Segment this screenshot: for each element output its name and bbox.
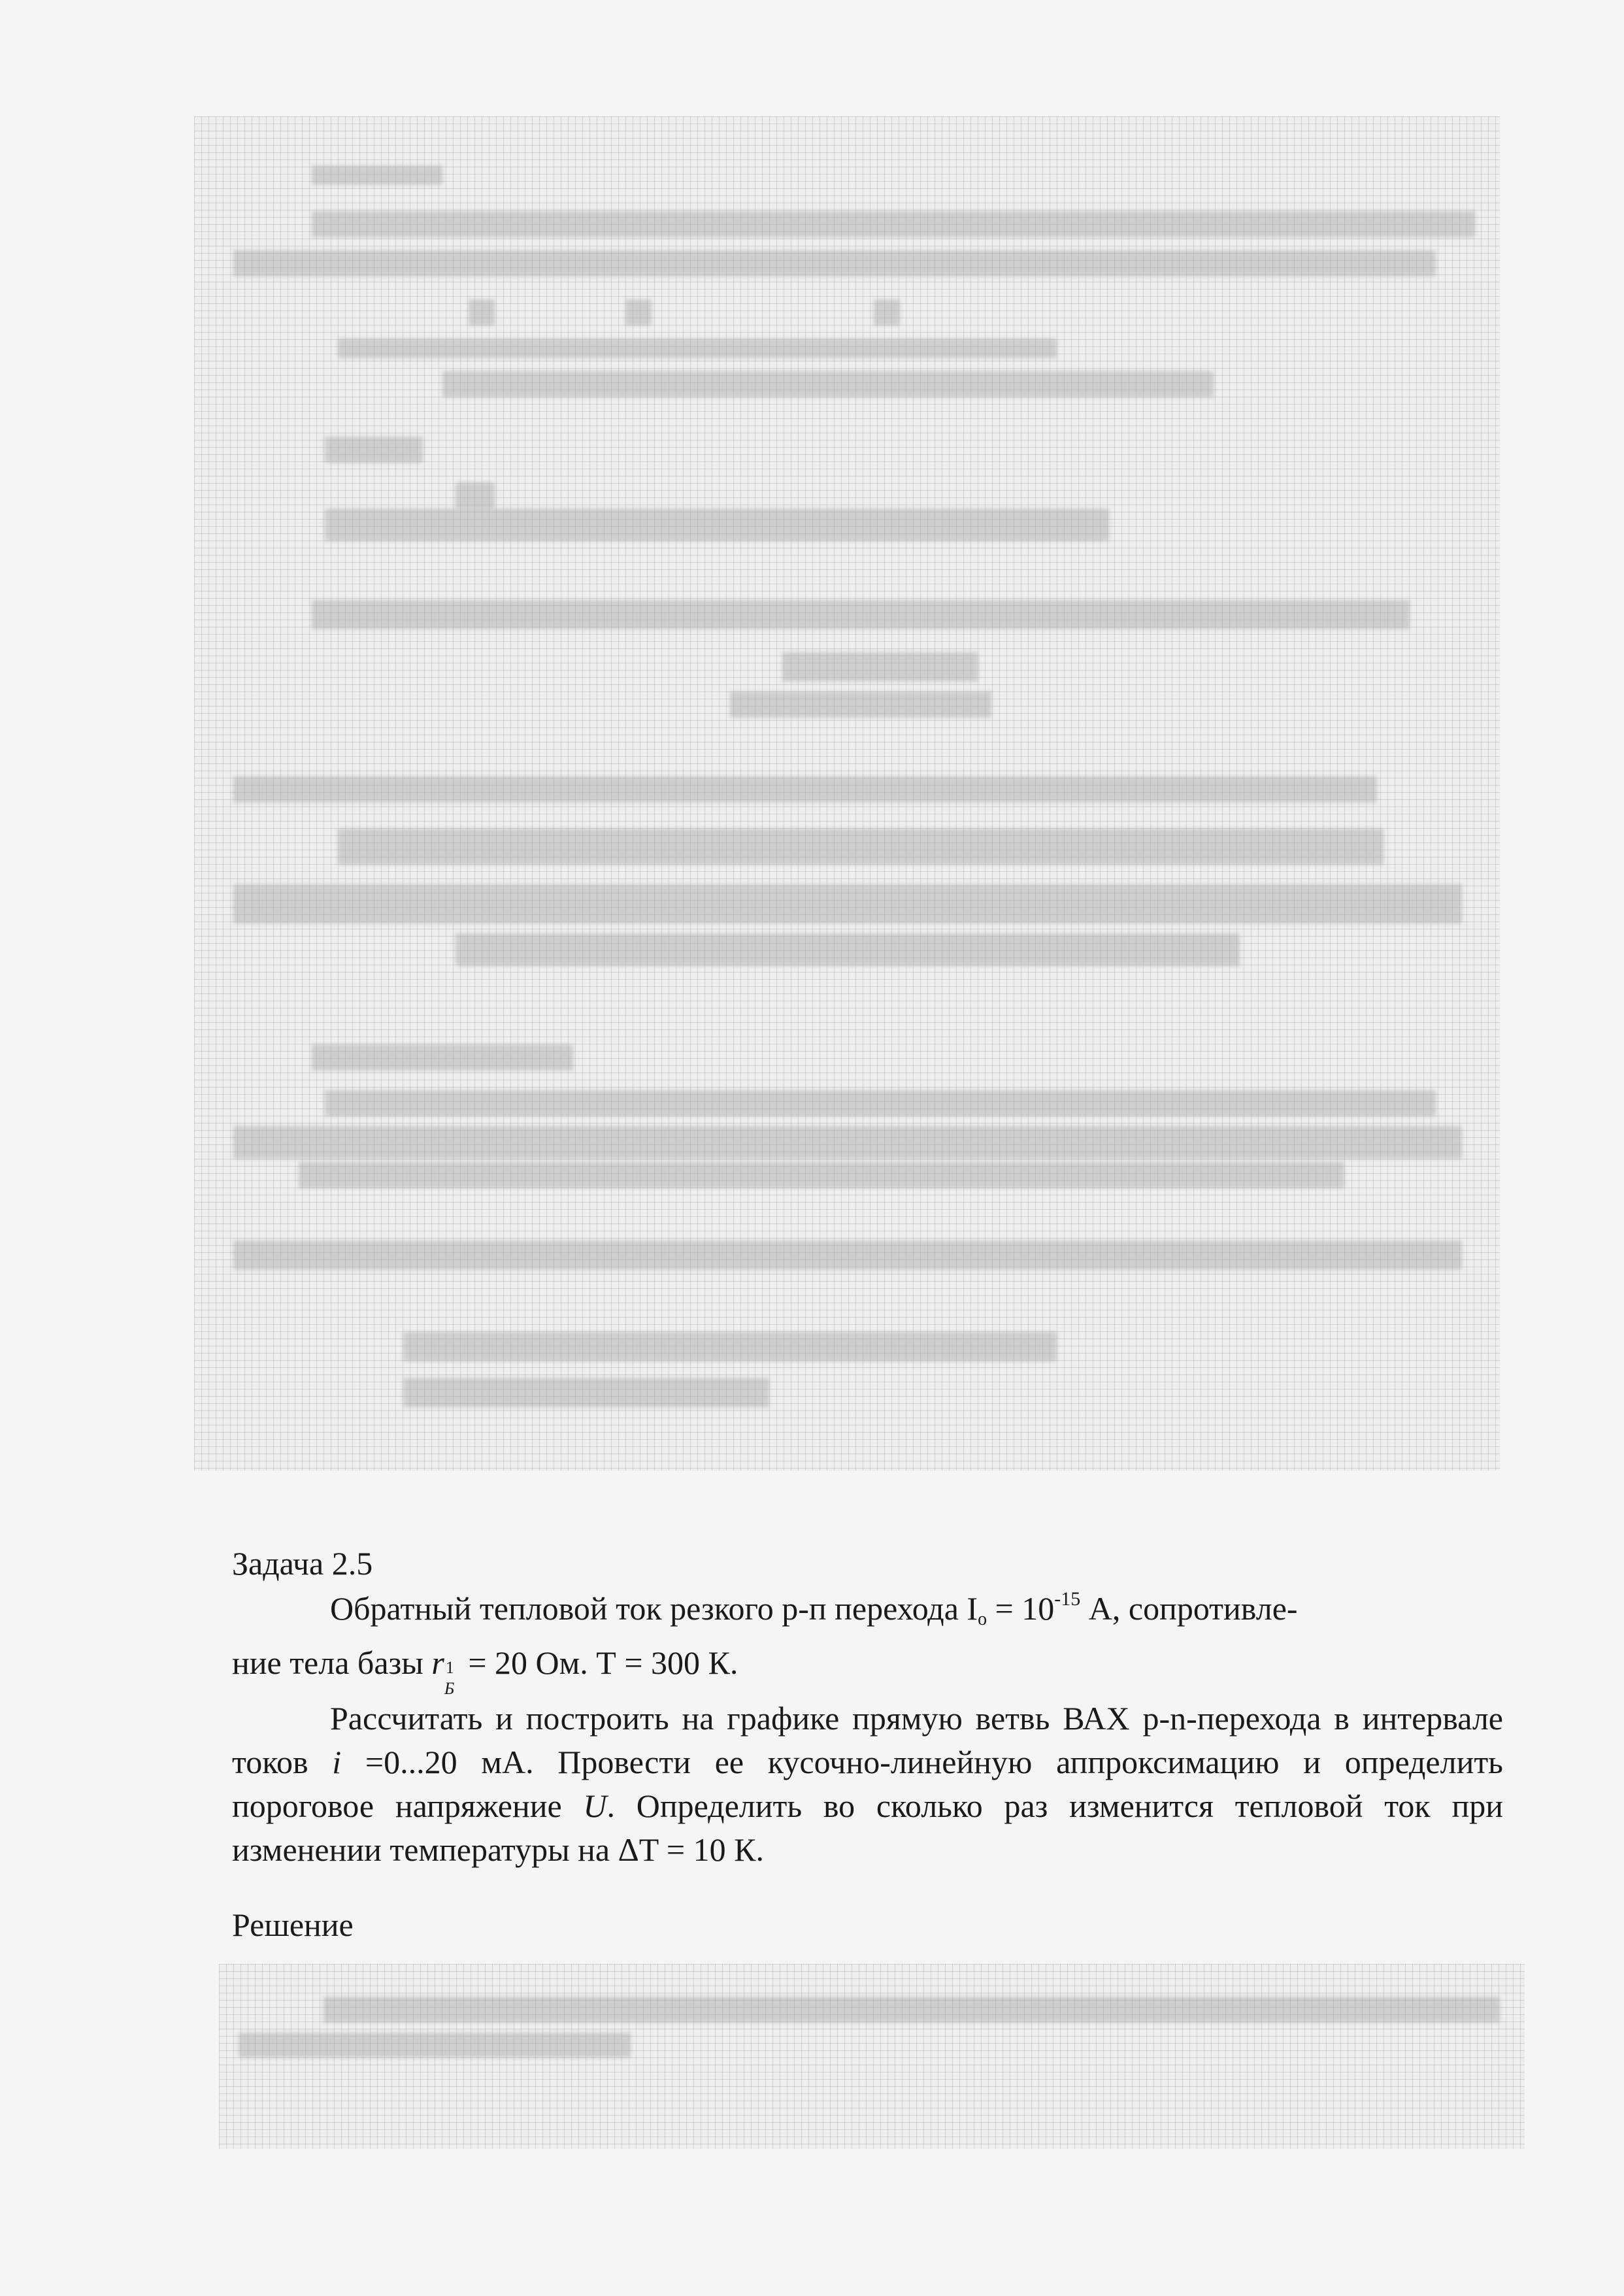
task-text-2b: = 20 Ом. Т = 300 К. — [459, 1644, 738, 1681]
resistance-superscript: 1 — [445, 1658, 454, 1677]
task-heading: Задача 2.5 — [232, 1545, 373, 1582]
task-paragraph-1-cont — [232, 1641, 1503, 1698]
task-paragraph-1 — [232, 1587, 1503, 1641]
task-text-1c: А, сопротивле- — [1080, 1590, 1298, 1627]
current-subscript: о — [978, 1609, 987, 1629]
task-paragraph-2 — [232, 1697, 1503, 1872]
resistance-symbol: r — [431, 1644, 444, 1681]
task-text-3b: =0...20 мА. Провести ее кусочно-линейную аппроксимацию и определить пороговое напряжение — [232, 1744, 1503, 1824]
exponent: -15 — [1054, 1588, 1081, 1610]
resistance-subscript: Б — [444, 1679, 455, 1698]
task-statement — [232, 1587, 1503, 1872]
current-symbol: i — [332, 1744, 342, 1780]
task-text-3c: . Определить во сколько раз изменится тепловой ток при изменении температуры на ΔT = 10 К. — [232, 1788, 1503, 1868]
solution-heading: Решение — [232, 1906, 354, 1943]
blurred-content-top — [194, 116, 1500, 1471]
task-text-1a: Обратный тепловой ток резкого p-п перехода I — [330, 1590, 978, 1627]
task-text-2a: ние тела базы — [232, 1644, 432, 1681]
task-text-3a: Рассчитать и построить на графике прямую ветвь ВАХ p-n-перехода в интервале токов — [232, 1700, 1503, 1780]
blurred-content-bottom — [219, 1964, 1525, 2149]
task-text-1b: = 10 — [987, 1590, 1055, 1627]
voltage-symbol: U — [583, 1788, 607, 1824]
